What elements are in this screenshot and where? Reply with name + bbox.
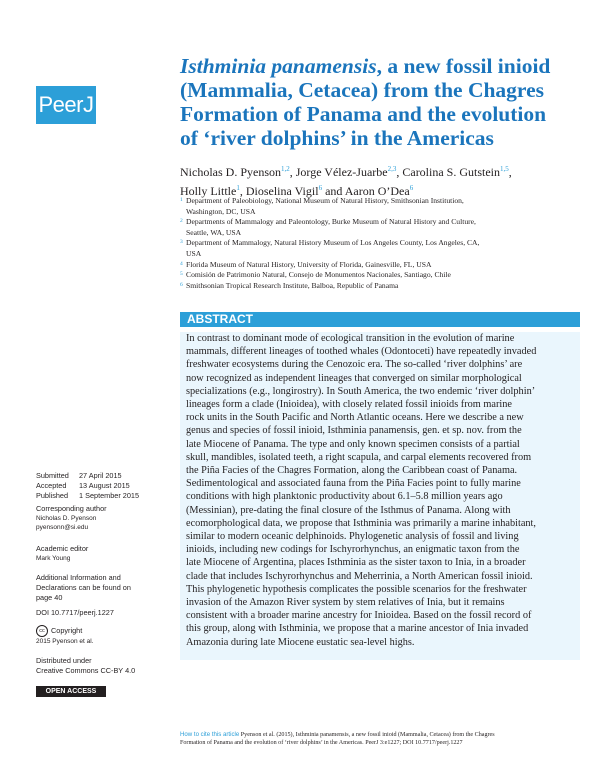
submitted-date: 27 April 2015: [79, 471, 122, 480]
editor-label: Academic editor: [36, 544, 89, 553]
abstract-line: the Piña Facies of the Chagres Formation, along the Caribbean coast of Panama.: [186, 465, 518, 477]
abstract-line: late Miocene of Panama. The type and only known specimen consists of a partial: [186, 438, 520, 450]
title-species-name: Isthminia panamensis: [180, 54, 377, 78]
doi-link[interactable]: DOI 10.7717/peerj.1227: [36, 608, 114, 617]
editor-name: Mark Young: [36, 554, 71, 562]
submitted-row: [36, 471, 161, 481]
copyright-label: Copyright: [51, 625, 83, 635]
affiliation-number: 2: [180, 218, 183, 225]
affiliation-number: 1: [180, 197, 183, 203]
author-affil-ref: 1,5: [500, 165, 509, 173]
author-affil-ref: 2,3: [387, 165, 397, 173]
published-row: [36, 491, 161, 501]
affiliation-text: Washington, DC, USA: [186, 206, 256, 216]
accepted-date: 13 August 2015: [79, 480, 130, 490]
author-list: [180, 161, 580, 199]
abstract-heading-bar: [180, 312, 580, 327]
author: Jorge Vélez-Juarbe: [295, 165, 388, 179]
abstract-line: consistent with a broader marine ancestry for Inioidea. Based on the fossil record of: [186, 610, 532, 622]
author: Aaron O’Dea: [344, 184, 410, 198]
abstract-body: [180, 332, 580, 660]
affiliation-text: Seattle, WA, USA: [186, 227, 242, 237]
author-affil-ref: 1: [236, 184, 240, 192]
additional-info-line: page 40: [36, 592, 63, 602]
abstract-line: conditions with high planktonic productivity about 6.1–5.8 million years ago: [186, 491, 503, 503]
submitted-label: Submitted: [36, 471, 69, 480]
affiliation-number: 6: [180, 281, 183, 288]
affiliation-text: Department of Mammalogy, Natural History Museum of Los Angeles County, Los Angeles, CA,: [186, 238, 480, 248]
abstract-line: Sedimentological and associated fauna from the Piña Facies point to fully marine: [186, 478, 521, 490]
affiliation-text: Departments of Mammalogy and Paleontology, Burke Museum of Natural History and Culture,: [186, 217, 476, 227]
license-block: [36, 656, 161, 676]
author-separator: ,: [239, 184, 246, 198]
author-affil-ref: 6: [409, 184, 414, 192]
corresponding-name: Nicholas D. Pyenson: [36, 514, 97, 522]
copyright-holder: 2015 Pyenson et al.: [36, 638, 94, 645]
affiliation-text: Smithsonian Tropical Research Institute, Balboa, Republic of Panama: [186, 280, 399, 290]
copyright-block: [36, 625, 161, 646]
published-label: Published: [36, 490, 69, 500]
abstract-line: now recognized as independent lineages that converged on similar morphological: [186, 372, 522, 384]
abstract-line: genus and species of fossil inioid, Isthminia panamensis, gen. et sp. nov. from the: [186, 425, 522, 437]
article-title: [180, 54, 580, 150]
affiliation-item: [180, 260, 590, 271]
abstract-line: specializations (e.g., longirostry). In South America, the two endemic ‘river dolphin’: [186, 385, 536, 397]
citation-footer: [180, 731, 590, 748]
published-date: 1 September 2015: [79, 490, 140, 500]
doi: [36, 608, 161, 618]
cite-label: How to cite this article: [180, 731, 240, 738]
corresponding-author: [36, 504, 161, 532]
author: Carolina S. Gutstein: [402, 165, 501, 179]
affiliation-item: [180, 238, 590, 259]
abstract-line: clade that includes Ischyrorhynchus and Meherrinia, a North American fossil inioid.: [186, 570, 533, 582]
abstract-line: rock units in the South Pacific and North Atlantic oceans. Here we describe a new: [186, 412, 524, 424]
accepted-row: [36, 481, 161, 491]
affiliation-number: 5: [180, 271, 183, 278]
affiliation-text: USA: [186, 248, 202, 258]
abstract-line: This phylogenetic hypothesis complicates the possible scenarios for the freshwater: [186, 583, 527, 595]
affiliation-item: [180, 270, 590, 281]
abstract-heading: ABSTRACT: [187, 312, 253, 326]
affiliation-number: 3: [180, 239, 183, 246]
license-link[interactable]: Creative Commons CC-BY 4.0: [36, 665, 136, 675]
abstract-line: late Miocene of Argentina, places Isthminia as the sister taxon to Inia, in a broader: [186, 557, 526, 569]
author-separator: and: [322, 184, 345, 198]
affiliation-text: Department of Paleobiology, National Museum of Natural History, Smithsonian Institution,: [186, 196, 464, 205]
author: Dioselina Vigil: [245, 184, 319, 198]
affiliation-number: 4: [180, 260, 183, 267]
open-access-badge: OPEN ACCESS: [36, 686, 106, 697]
creative-commons-icon: cc: [36, 625, 48, 637]
copyright-row: [36, 625, 161, 637]
affiliation-text: Florida Museum of Natural History, University of Florida, Gainesville, FL, USA: [186, 259, 432, 269]
author-separator: ,: [289, 165, 296, 179]
author-separator: ,: [508, 165, 512, 179]
title-line-1: , a new fossil inioid: [376, 54, 551, 78]
abstract-line: mammals, different lineages of toothed whales (Odontoceti) have repeatedly invaded: [186, 346, 537, 358]
corresponding-label: Corresponding author: [36, 504, 107, 513]
affiliation-text: Comisión de Patrimonio Natural, Consejo de Monumentos Nacionales, Santiago, Chile: [186, 270, 451, 280]
author: Holly Little: [180, 184, 237, 198]
abstract-line: (Messinian), pre-dating the final closure of the Isthmus of Panama. Along with: [186, 504, 511, 516]
affiliation-item: [180, 196, 590, 217]
license-line: Distributed under: [36, 656, 92, 665]
title-line-2: (Mammalia, Cetacea) from the Chagres: [180, 78, 544, 102]
abstract-line: ecomorphological data, we propose that Isthminia was primarily a marine inhabitant,: [186, 517, 536, 529]
affiliation-item: [180, 281, 590, 292]
abstract-line: In contrast to dominant mode of ecological transition in the evolution of marine: [186, 333, 515, 344]
title-line-4: of ‘river dolphins’ in the Americas: [180, 126, 494, 150]
cite-text: Pyenson et al. (2015), Isthminia panamensis, a new fossil inioid (Mammalia, Cetacea) from the Chagres: [239, 732, 495, 738]
abstract-line: skull, mandibles, isolated teeth, a right scapula, and carpal elements recovered from: [186, 451, 532, 463]
publication-dates: [36, 471, 161, 500]
abstract-line: Amazonia during late Miocene eustatic sea-level highs.: [186, 636, 415, 648]
author-affil-ref: 1,2: [281, 165, 290, 173]
abstract-line: freshwater ecosystems during the Cenozoic era. The so-called ‘river dolphins’ are: [186, 359, 523, 371]
affiliation-item: [180, 217, 590, 238]
additional-info-line: Declarations can be found on: [36, 582, 131, 592]
abstract-line: similar to modern oceanic delphinoids. Phylogenetic analysis of fossil and living: [186, 531, 519, 543]
abstract-line: inioids, including new codings for Ischyrorhynchus, an enigmatic taxon from the: [186, 544, 520, 556]
title-line-3: Formation of Panama and the evolution: [180, 102, 547, 126]
cite-text: Formation of Panama and the evolution of ‘river dolphins’ in the Americas. PeerJ 3:e1227; DOI 10.7717/peerj.1227: [180, 740, 463, 747]
author-separator: ,: [396, 165, 403, 179]
additional-information: [36, 573, 161, 602]
abstract-line: lineages form a clade (Inioidea), with closely related fossil inioids from marine: [186, 399, 512, 411]
affiliation-list: [180, 196, 590, 291]
additional-info-line: Additional Information and: [36, 573, 121, 582]
abstract-line: this group, along with Isthminia, we propose that a marine ancestor of Inia invaded: [186, 623, 529, 635]
author-affil-ref: 6: [318, 184, 323, 192]
abstract-line: invasion of the Amazon River system by stem relatives of Inia, but it remains: [186, 597, 505, 609]
author: Nicholas D. Pyenson: [180, 165, 281, 179]
corresponding-email[interactable]: pyensonn@si.edu: [36, 523, 89, 531]
peerj-logo: PeerJ: [36, 86, 96, 124]
accepted-label: Accepted: [36, 480, 67, 490]
academic-editor: [36, 544, 161, 563]
